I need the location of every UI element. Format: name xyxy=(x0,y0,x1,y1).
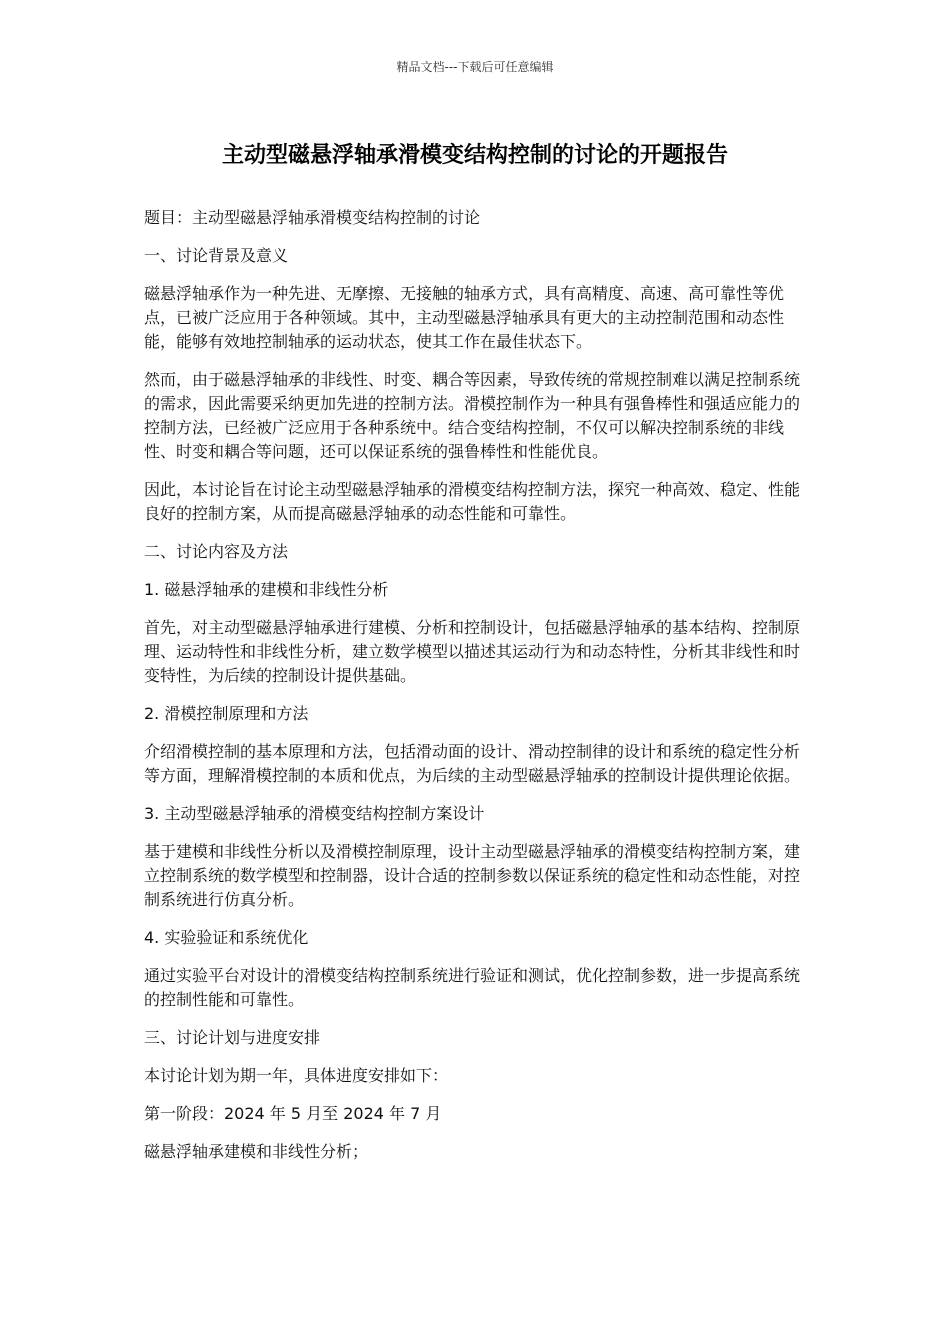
section-3-phase-1: 第一阶段：2024 年 5 月至 2024 年 7 月 xyxy=(144,1104,442,1123)
section-3-intro: 本讨论计划为期一年，具体进度安排如下： xyxy=(144,1066,449,1085)
section-1-paragraph-1: 磁悬浮轴承作为一种先进、无摩擦、无接触的轴承方式，具有高精度、高速、高可靠性等优点，已被广泛应用于各种领域。其中，主动型磁悬浮轴承具有更大的主动控制范围和动态性能，能够有效地控制轴承的运动状态，使其工作在最佳状态下。 xyxy=(144,284,785,351)
topic-line: 题目：主动型磁悬浮轴承滑模变结构控制的讨论 xyxy=(144,208,481,227)
section-3-heading: 三、讨论计划与进度安排 xyxy=(144,1028,321,1047)
section-2-item-4-heading: 4. 实验验证和系统优化 xyxy=(144,928,309,947)
section-2-heading: 二、讨论内容及方法 xyxy=(144,542,289,561)
section-2-item-1-heading: 1. 磁悬浮轴承的建模和非线性分析 xyxy=(144,580,389,599)
section-2-item-2-heading: 2. 滑模控制原理和方法 xyxy=(144,704,309,723)
document-body xyxy=(144,206,808,1178)
section-3-phase-1-task: 磁悬浮轴承建模和非线性分析； xyxy=(144,1142,369,1161)
section-2-item-1-text: 首先，对主动型磁悬浮轴承进行建模、分析和控制设计，包括磁悬浮轴承的基本结构、控制原理、运动特性和非线性分析，建立数学模型以描述其运动行为和动态特性，分析其非线性和时变特性，为后续的控制设计提供基础。 xyxy=(144,618,801,685)
section-1-paragraph-3: 因此，本讨论旨在讨论主动型磁悬浮轴承的滑模变结构控制方法，探究一种高效、稳定、性能良好的控制方案，从而提高磁悬浮轴承的动态性能和可靠性。 xyxy=(144,480,801,523)
document-title: 主动型磁悬浮轴承滑模变结构控制的讨论的开题报告 xyxy=(221,143,728,168)
section-2-item-2-text: 介绍滑模控制的基本原理和方法，包括滑动面的设计、滑动控制律的设计和系统的稳定性分析等方面，理解滑模控制的本质和优点，为后续的主动型磁悬浮轴承的控制设计提供理论依据。 xyxy=(144,742,801,785)
section-2-item-4-text: 通过实验平台对设计的滑模变结构控制系统进行验证和测试，优化控制参数，进一步提高系统的控制性能和可靠性。 xyxy=(144,966,801,1009)
section-1-heading: 一、讨论背景及意义 xyxy=(144,246,289,265)
header-note: 精品文档---下载后可任意编辑 xyxy=(396,60,554,74)
section-2-item-3-text: 基于建模和非线性分析以及滑模控制原理，设计主动型磁悬浮轴承的滑模变结构控制方案，建立控制系统的数学模型和控制器，设计合适的控制参数以保证系统的稳定性和动态性能，对控制系统进行仿真分析。 xyxy=(144,842,801,909)
section-2-item-3-heading: 3. 主动型磁悬浮轴承的滑模变结构控制方案设计 xyxy=(144,804,485,823)
section-1-paragraph-2: 然而，由于磁悬浮轴承的非线性、时变、耦合等因素，导致传统的常规控制难以满足控制系统的需求，因此需要采纳更加先进的控制方法。滑模控制作为一种具有强鲁棒性和强适应能力的控制方法，已经被广泛应用于各种系统中。结合变结构控制，不仅可以解决控制系统的非线性、时变和耦合等问题，还可以保证系统的强鲁棒性和性能优良。 xyxy=(144,370,801,461)
